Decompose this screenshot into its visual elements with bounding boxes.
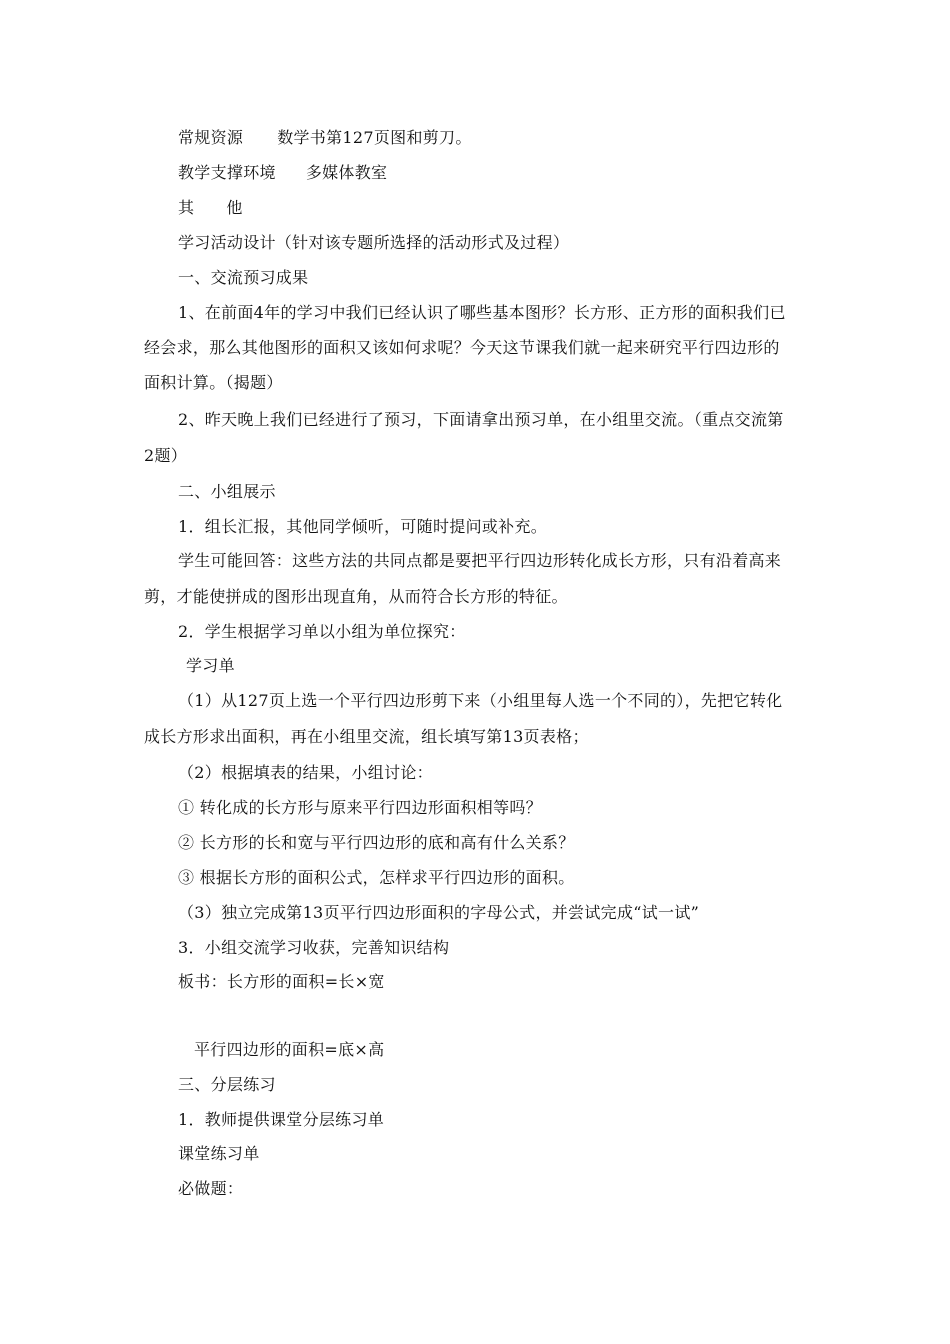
- section1-item2-line2: 2题）: [144, 446, 188, 465]
- worksheet-step3: （3）独立完成第13页平行四边形面积的字母公式，并尝试完成“试一试”: [178, 903, 700, 922]
- required-questions-label: 必做题：: [178, 1179, 244, 1198]
- section3-heading: 三、分层练习: [178, 1075, 276, 1094]
- section1-item1-line2: 经会求，那么其他图形的面积又该如何求呢？今天这节课我们就一起来研究平行四边形的: [144, 338, 780, 357]
- section2-heading: 二、小组展示: [178, 482, 276, 501]
- section1-item1-line3: 面积计算。（揭题）: [144, 373, 283, 392]
- conventional-resources-label: 常规资源: [178, 128, 244, 147]
- conventional-resources-row: [178, 127, 472, 149]
- section3-item1: 1．教师提供课堂分层练习单: [178, 1110, 385, 1129]
- discussion-question-3: ③ 根据长方形的面积公式，怎样求平行四边形的面积。: [178, 868, 575, 887]
- teaching-environment-label: 教学支撑环境: [178, 163, 276, 182]
- worksheet-title: 学习单: [186, 656, 235, 675]
- possible-answer-line2: 剪，才能使拼成的图形出现直角，从而符合长方形的特征。: [144, 587, 568, 606]
- discussion-question-2: ② 长方形的长和宽与平行四边形的底和高有什么关系？: [178, 833, 575, 852]
- worksheet-step1-line2: 成长方形求出面积，再在小组里交流，组长填写第13页表格；: [144, 727, 589, 746]
- worksheet-step2: （2）根据填表的结果，小组讨论：: [178, 763, 433, 782]
- section2-item2: 2．学生根据学习单以小组为单位探究：: [178, 622, 466, 641]
- section2-item1: 1．组长汇报，其他同学倾听，可随时提问或补充。: [178, 517, 548, 536]
- other-row: [178, 197, 243, 219]
- discussion-question-1: ① 转化成的长方形与原来平行四边形面积相等吗？: [178, 798, 542, 817]
- section1-heading: 一、交流预习成果: [178, 268, 309, 287]
- activity-design-title: 学习活动设计（针对该专题所选择的活动形式及过程）: [178, 233, 570, 252]
- board-writing-parallelogram: 平行四边形的面积=底×高: [194, 1040, 385, 1059]
- section2-item3: 3．小组交流学习收获，完善知识结构: [178, 938, 450, 957]
- possible-answer-line1: 学生可能回答：这些方法的共同点都是要把平行四边形转化成长方形，只有沿着高来: [178, 551, 782, 570]
- exercise-sheet-title: 课堂练习单: [178, 1144, 260, 1163]
- teaching-environment-value: 多媒体教室: [305, 163, 388, 182]
- other-label-part2: 他: [226, 198, 243, 217]
- board-writing-rectangle: 板书：长方形的面积=长×宽: [178, 972, 385, 991]
- worksheet-step1-line1: （1）从127页上选一个平行四边形剪下来（小组里每人选一个不同的），先把它转化: [178, 691, 783, 710]
- conventional-resources-value: 数学书第127页图和剪刀。: [277, 128, 472, 147]
- teaching-environment-row: [178, 162, 387, 184]
- other-label-part1: 其: [178, 198, 195, 217]
- section1-item2-line1: 2、昨天晚上我们已经进行了预习，下面请拿出预习单，在小组里交流。（重点交流第: [178, 410, 784, 429]
- section1-item1-line1: 1、在前面4年的学习中我们已经认识了哪些基本图形？长方形、正方形的面积我们已: [178, 303, 786, 322]
